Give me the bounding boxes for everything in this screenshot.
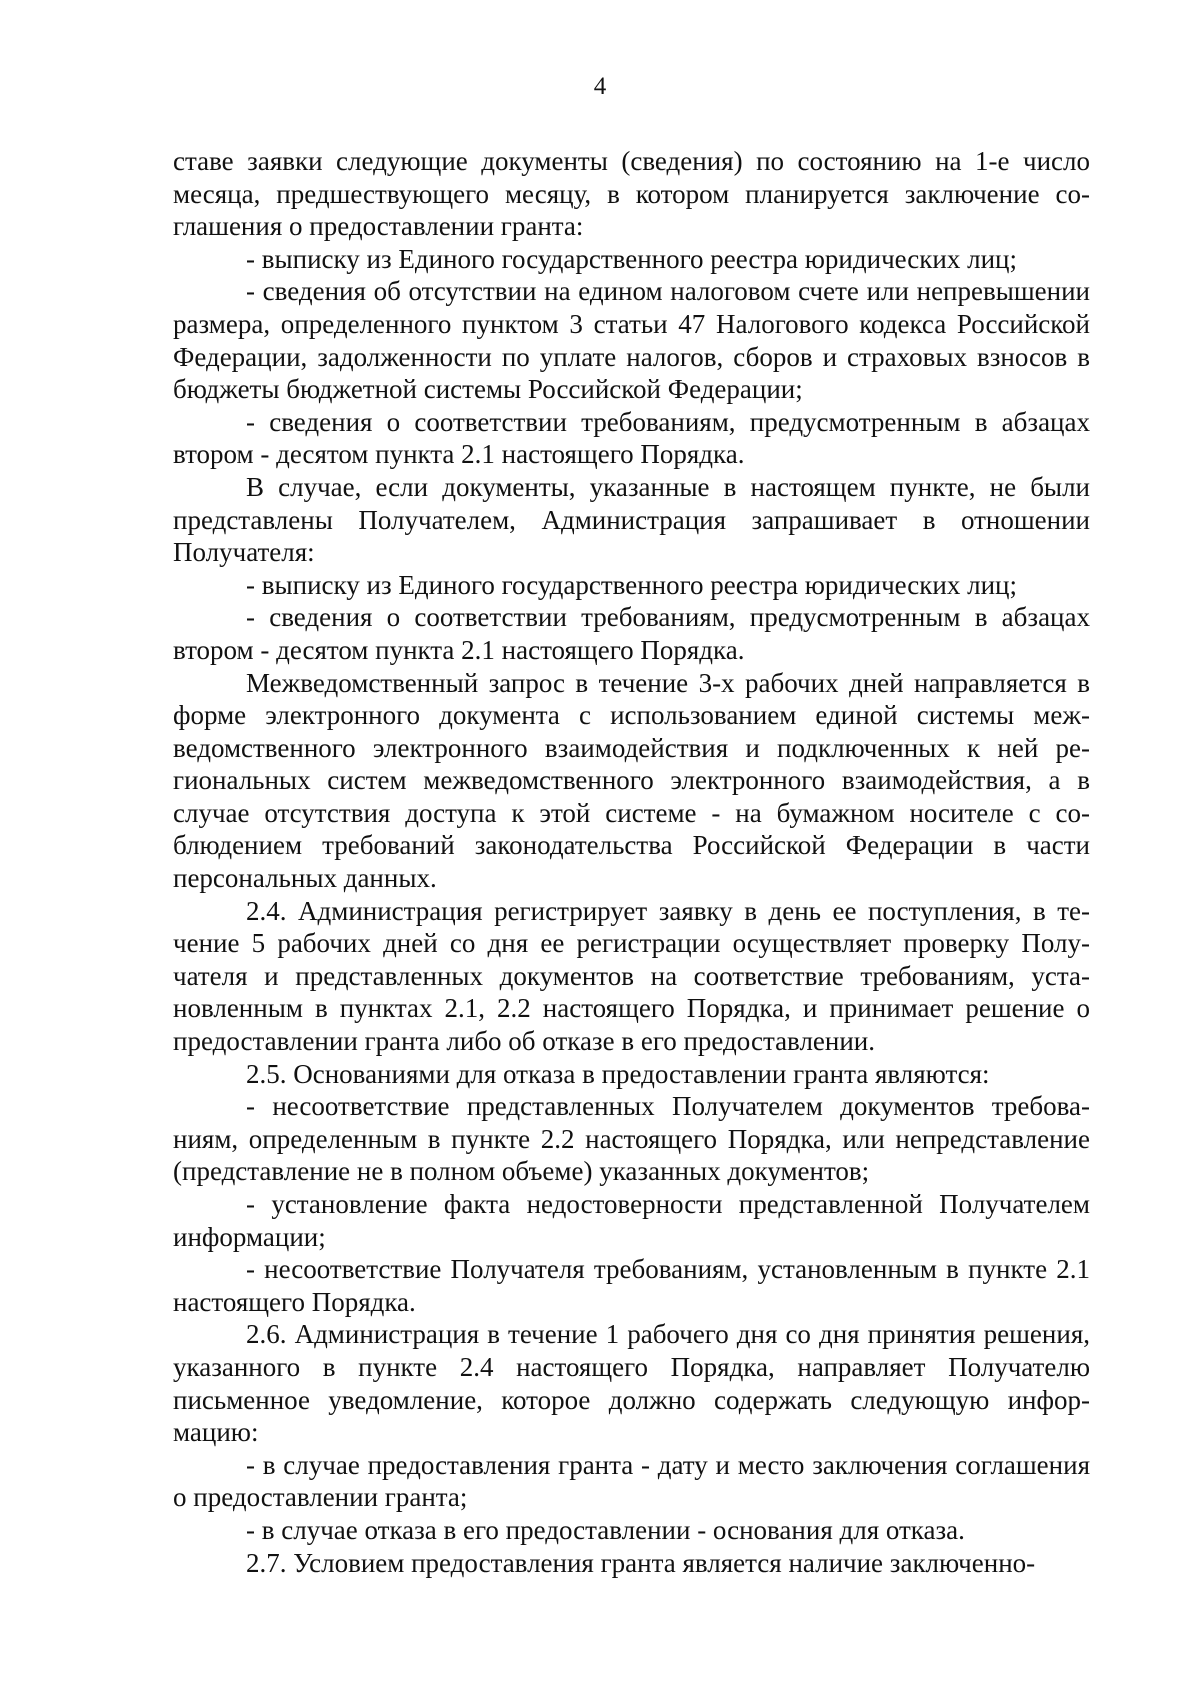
list-item: - несоответствие Получателя требованиям, установленным в пункте 2.1 настоящего Порядка. xyxy=(173,1254,1090,1317)
list-item: - несоответствие представленных Получателем документов требованиям, определенным в пункте 2.2 настоящего Порядка, или непредставление (представление не в полном объеме) указанных документов; xyxy=(173,1091,1090,1187)
page-number: 4 xyxy=(593,73,607,100)
list-item: - установление факта недостоверности представленной Получателем информации; xyxy=(173,1189,1090,1252)
section-2-6: 2.6. Администрация в течение 1 рабочего дня со дня принятия решения, указанного в пункте 2.4 настоящего Порядка, направляет Получателю письменное уведомление, которое должно содержать следующую информацию: xyxy=(173,1319,1090,1448)
section-2-5: 2.5. Основаниями для отказа в предоставлении гранта являются: xyxy=(246,1058,990,1089)
paragraph: ставе заявки следующие документы (сведения) по состоянию на 1-е число месяца, предшествующего месяцу, в котором планируется заключение соглашения о предоставлении гранта: xyxy=(173,146,1090,242)
list-item: - в случае предоставления гранта - дату и место заключения соглашения о предоставлении гранта; xyxy=(173,1449,1090,1513)
list-item: - сведения о соответствии требованиям, предусмотренным в абзацах втором - десятом пункта 2.1 настоящего Порядка. xyxy=(173,406,1090,470)
list-item: - сведения об отсутствии на едином налоговом счете или непревышении размера, определенного пунктом 3 статьи 47 Налогового кодекса Российской Федерации, задолженности по уплате налогов, сборов и страховых взносов в бюджеты бюджетной системы Российской Федерации; xyxy=(173,276,1090,405)
paragraph: В случае, если документы, указанные в настоящем пункте, не были представлены Получателем, Администрация запрашивает в отношении Получателя: xyxy=(173,471,1090,568)
list-item: - в случае отказа в его предоставлении - основания для отказа. xyxy=(246,1514,965,1545)
paragraph: Межведомственный запрос в течение 3-х рабочих дней направляется в форме электронного документа с использованием единой системы межведомственного электронного взаимодействия и подключенных к ней региональных систем межведомственного электронного взаимодействия, а в случае отсутствия доступа к этой системе - на бумажном носителе с соблюдением требований законодательства Российской Федерации в части персональных данных. xyxy=(173,667,1090,894)
list-item: - выписку из Единого государственного реестра юридических лиц; xyxy=(246,569,1017,600)
list-item: - выписку из Единого государственного реестра юридических лиц; xyxy=(246,243,1017,274)
document-body xyxy=(173,145,1090,1579)
section-2-7: 2.7. Условием предоставления гранта является наличие заключенно- xyxy=(246,1547,1036,1578)
list-item: - сведения о соответствии требованиям, предусмотренным в абзацах втором - десятом пункта 2.1 настоящего Порядка. xyxy=(173,602,1090,665)
section-2-4: 2.4. Администрация регистрирует заявку в день ее поступления, в течение 5 рабочих дней со дня ее регистрации осуществляет проверку Получателя и представленных документов на соответствие требованиям, установленным в пунктах 2.1, 2.2 настоящего Порядка, и принимает решение о предоставлении гранта либо об отказе в его предоставлении. xyxy=(173,895,1090,1057)
